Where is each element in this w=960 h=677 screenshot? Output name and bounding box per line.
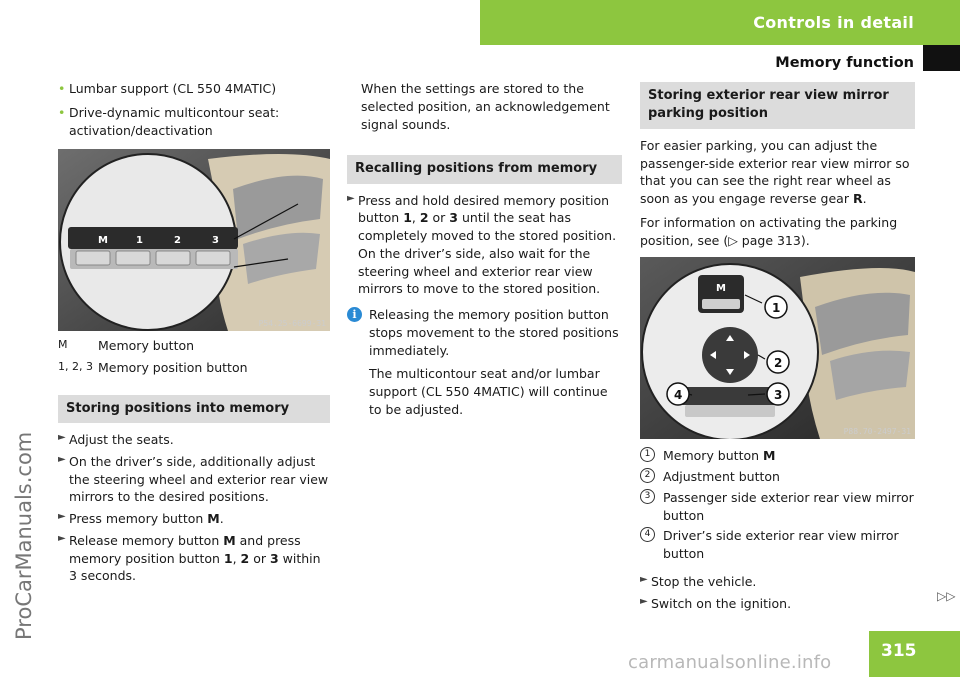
legend-item: 1 Memory button M (640, 447, 915, 465)
instruction-step: ► Adjust the seats. (58, 432, 174, 448)
figure-reference: P88.70-2497-31 (843, 427, 911, 437)
footer-watermark: carmanualsonline.info (628, 652, 832, 673)
legend-item: 3 Passenger side exterior rear view mirror button (640, 489, 915, 525)
section-title: Memory function (775, 55, 914, 71)
button-label: M (716, 283, 726, 295)
memory-buttons-figure (58, 149, 330, 331)
section-heading: Storing exterior rear view mirror parking position (640, 82, 915, 129)
chapter-tab (480, 0, 960, 45)
figure-legend (640, 447, 915, 563)
callout-number: 1 (772, 301, 781, 316)
section-marker (923, 45, 960, 71)
callout-number: 3 (774, 388, 783, 403)
column-3 (640, 82, 915, 616)
column-1 (58, 80, 330, 589)
section-heading: Recalling positions from memory (347, 155, 622, 183)
mirror-control-illustration (640, 257, 915, 439)
mirror-buttons-figure (640, 257, 915, 439)
legend-item: 2 Adjustment button (640, 468, 915, 486)
info-icon: i (347, 307, 362, 322)
callout-number: 2 (774, 356, 783, 371)
intro-paragraph: When the settings are stored to the selected position, an acknowledgement signal sounds. (361, 81, 610, 132)
legend-item: M Memory button (58, 338, 195, 354)
figure-legend (58, 337, 330, 377)
bullet-item: • Lumbar support (CL 550 4MATIC) (58, 81, 277, 96)
bullet-item: • Drive-dynamic multicontour seat: activation/deactivation (58, 104, 280, 138)
button-label: M (98, 235, 108, 247)
door-panel-illustration (58, 149, 330, 331)
instruction-step: ► Switch on the ignition. (640, 595, 792, 611)
continue-marker: ▷▷ (937, 589, 956, 603)
button-label: 3 (212, 235, 219, 247)
button-label: 2 (174, 235, 181, 247)
page-number: 315 (881, 641, 917, 661)
page-number-tab (869, 631, 960, 677)
info-note: i Releasing the memory position button stops movement to the stored positions immediately. The multicontour seat and/or lumbar support (CL 550 4MATIC) will continue to be adjusted. (347, 306, 622, 419)
column-2 (347, 80, 622, 425)
button-label: 1 (136, 235, 143, 247)
instruction-step: ► Press and hold desired memory position button 1, 2 or 3 until the seat has completely moved to the stored position. On the driver’s side, also wait for the steering wheel and exterior rear view mirrors to move to the stored position. (347, 192, 617, 297)
callout-number: 4 (674, 388, 683, 403)
legend-item: 4 Driver’s side exterior rear view mirror button (640, 527, 915, 563)
figure-reference: P54.25-6699-31 (258, 318, 326, 328)
section-heading: Storing positions into memory (58, 395, 330, 423)
paragraph: For easier parking, you can adjust the passenger-side exterior rear view mirror so that you can see the right rear wheel as soon as you engage reverse gear R. (640, 137, 910, 207)
instruction-step: ► Stop the vehicle. (640, 573, 757, 589)
legend-item: 1, 2, 3 Memory position button (58, 360, 248, 375)
chapter-title: Controls in detail (753, 13, 914, 32)
side-watermark: ProCarManuals.com (12, 431, 36, 640)
paragraph: For information on activating the parking position, see (▷ page 313). (640, 214, 898, 248)
instruction-step: ► Press memory button M. (58, 511, 224, 527)
instruction-step: ► Release memory button M and press memory position button 1, 2 or 3 within 3 seconds. (58, 532, 321, 584)
instruction-step: ► On the driver’s side, additionally adjust the steering wheel and exterior rear view mirrors to the desired positions. (58, 453, 329, 505)
